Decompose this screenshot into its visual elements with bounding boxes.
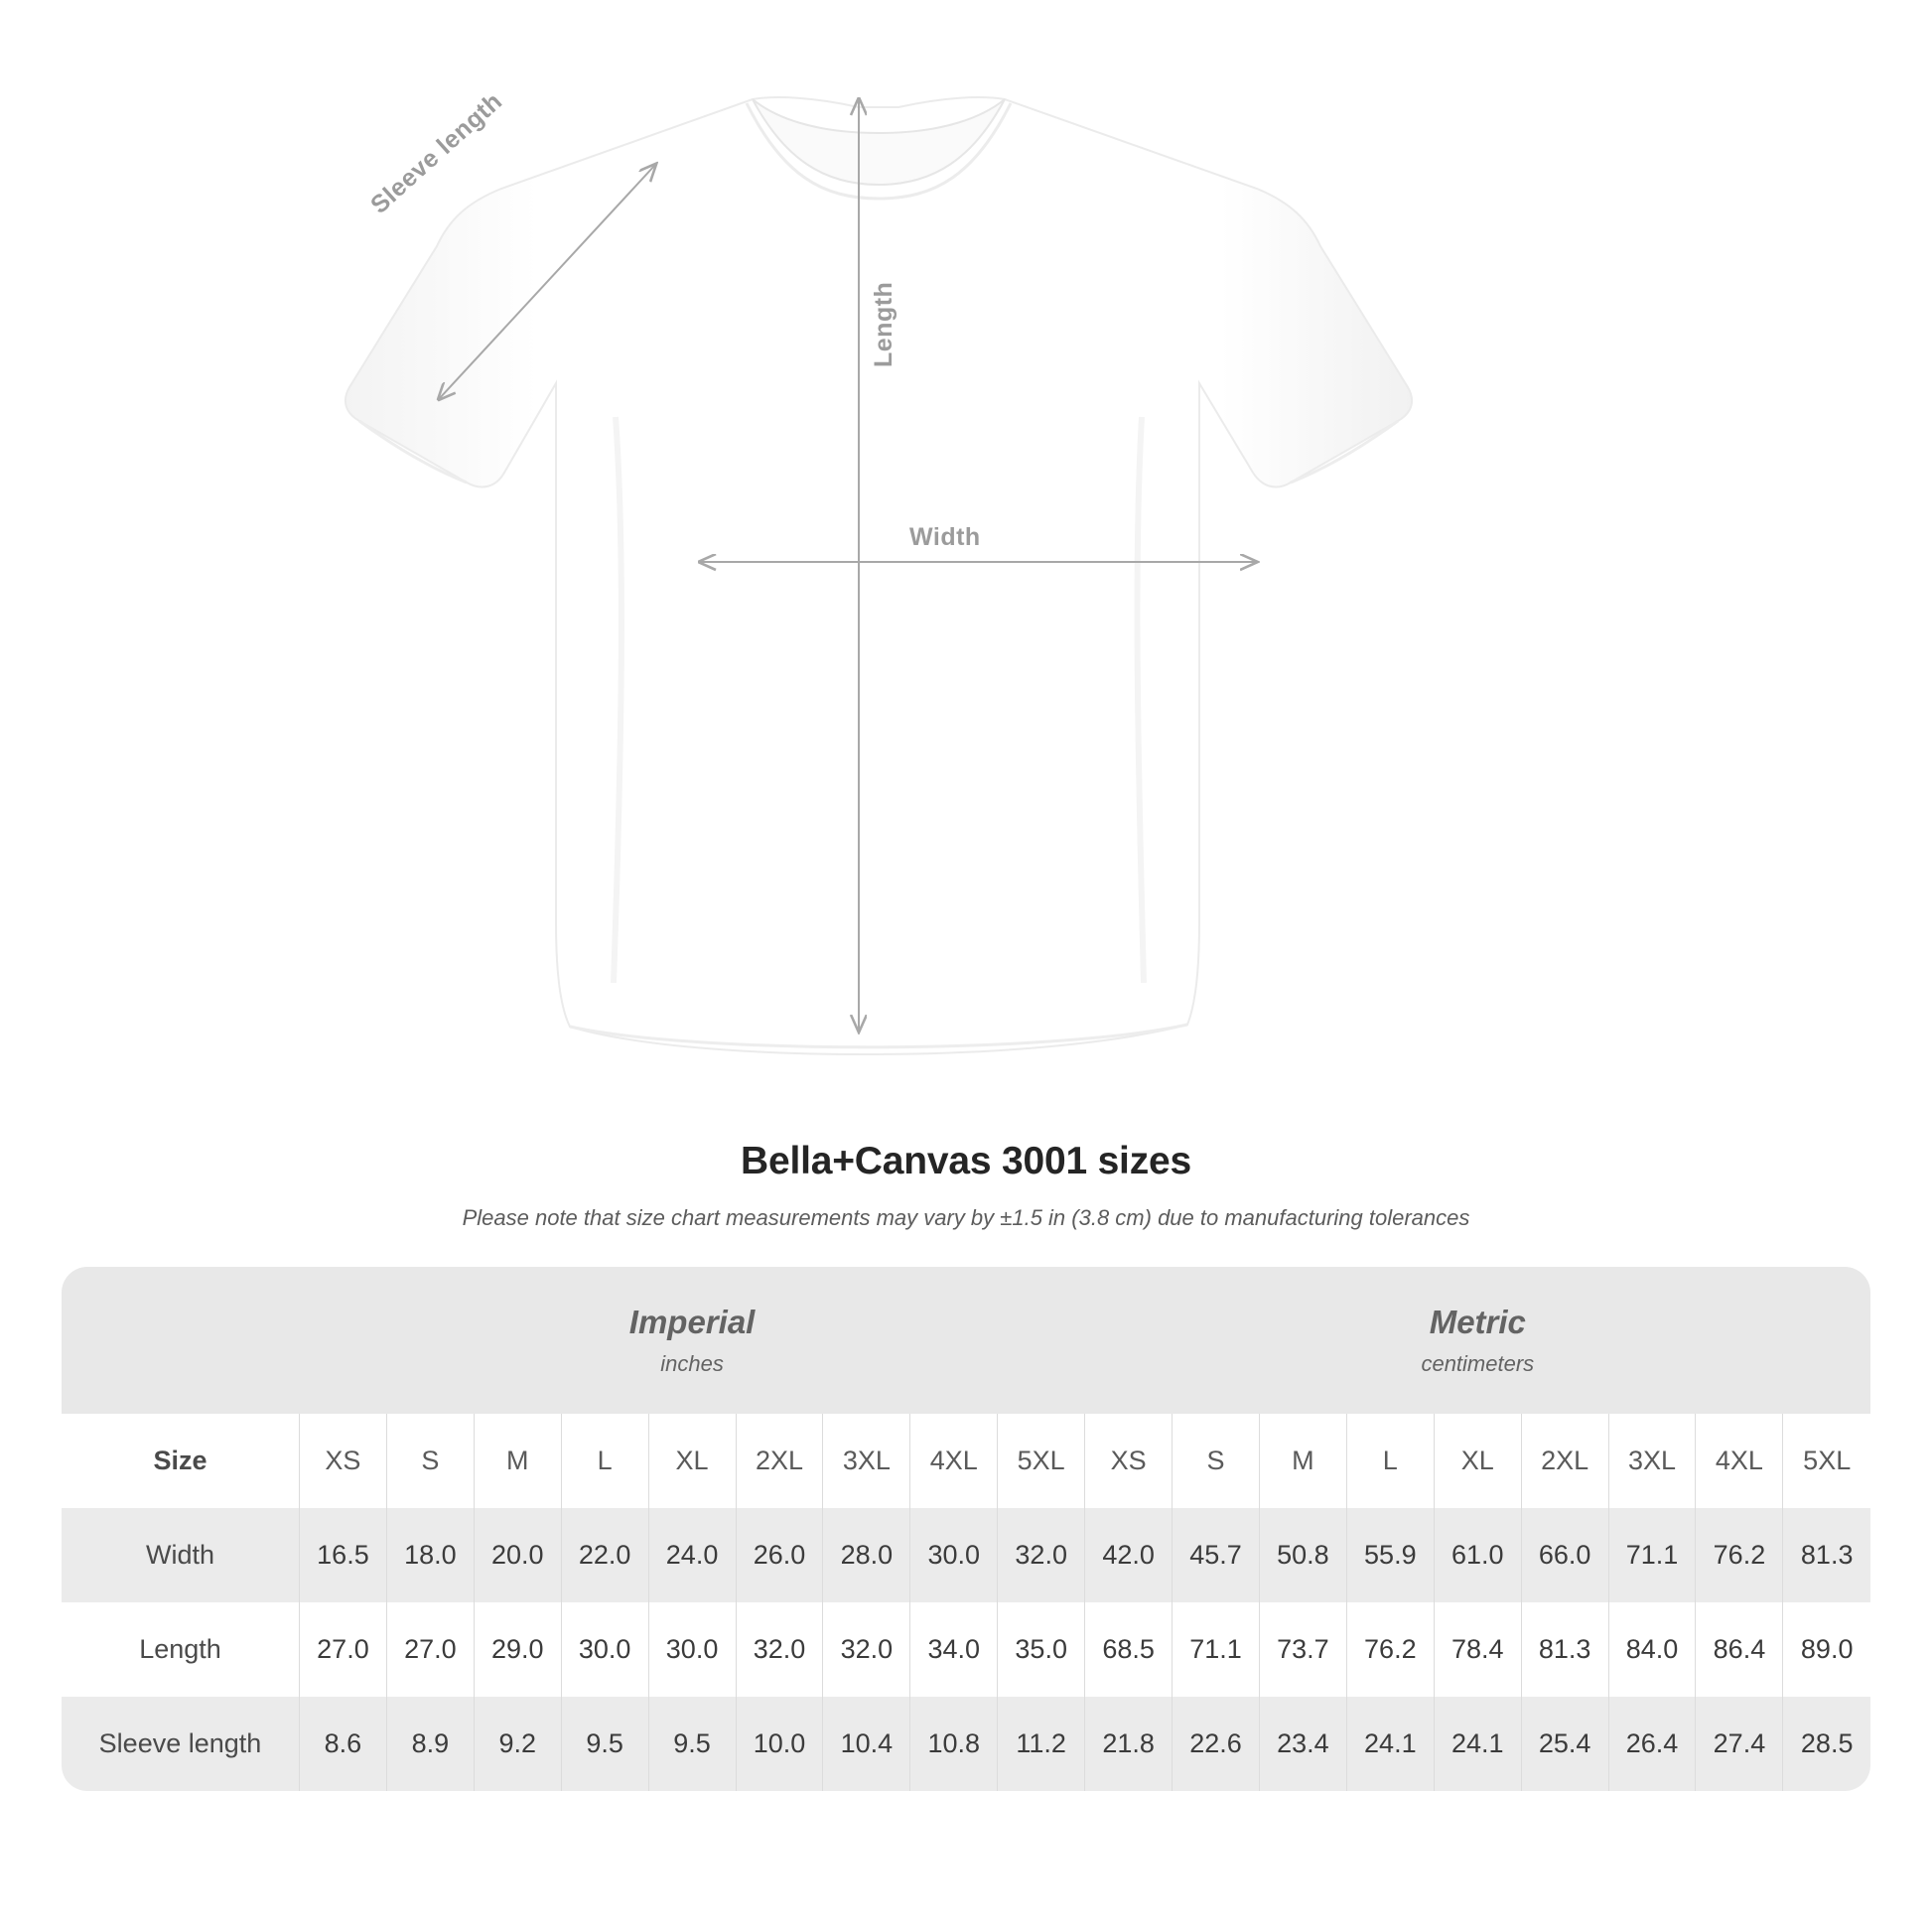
- cell-length-15: 84.0: [1608, 1602, 1696, 1697]
- cell-length-4: 30.0: [648, 1602, 736, 1697]
- size-header-row: [62, 1414, 1870, 1508]
- cell-length-7: 34.0: [910, 1602, 998, 1697]
- col-header-15: 3XL: [1608, 1414, 1696, 1508]
- tshirt-shape: [345, 97, 1412, 1054]
- table-row: [62, 1697, 1870, 1791]
- unit-sub-metric: centimeters: [1421, 1351, 1535, 1376]
- col-header-10: S: [1173, 1414, 1260, 1508]
- cell-sleeve-17: 28.5: [1783, 1697, 1870, 1791]
- title-block: [0, 1140, 1932, 1231]
- cell-sleeve-16: 27.4: [1696, 1697, 1783, 1791]
- cell-sleeve-5: 10.0: [736, 1697, 823, 1791]
- cell-length-1: 27.0: [386, 1602, 474, 1697]
- cell-sleeve-12: 24.1: [1346, 1697, 1434, 1791]
- cell-length-0: 27.0: [299, 1602, 386, 1697]
- cell-width-16: 76.2: [1696, 1508, 1783, 1602]
- cell-sleeve-4: 9.5: [648, 1697, 736, 1791]
- cell-width-10: 45.7: [1173, 1508, 1260, 1602]
- cell-width-12: 55.9: [1346, 1508, 1434, 1602]
- cell-length-14: 81.3: [1521, 1602, 1608, 1697]
- cell-length-2: 29.0: [474, 1602, 561, 1697]
- cell-length-13: 78.4: [1434, 1602, 1521, 1697]
- width-label: Width: [909, 523, 981, 551]
- cell-width-6: 28.0: [823, 1508, 910, 1602]
- tolerance-note: Please note that size chart measurements may vary by ±1.5 in (3.8 cm) due to manufacturing tolerances: [462, 1205, 1470, 1230]
- col-header-5: 2XL: [736, 1414, 823, 1508]
- cell-sleeve-13: 24.1: [1434, 1697, 1521, 1791]
- col-header-7: 4XL: [910, 1414, 998, 1508]
- row-label-length: Length: [62, 1602, 299, 1697]
- col-header-6: 3XL: [823, 1414, 910, 1508]
- row-label-width: Width: [62, 1508, 299, 1602]
- cell-width-4: 24.0: [648, 1508, 736, 1602]
- table-row: [62, 1602, 1870, 1697]
- cell-length-6: 32.0: [823, 1602, 910, 1697]
- cell-length-17: 89.0: [1783, 1602, 1870, 1697]
- unit-name-metric: Metric: [1429, 1304, 1526, 1340]
- unit-name-imperial: Imperial: [628, 1304, 756, 1340]
- row-label-size: Size: [62, 1414, 299, 1508]
- unit-header-row: [62, 1267, 1870, 1414]
- col-header-17: 5XL: [1783, 1414, 1870, 1508]
- col-header-0: XS: [299, 1414, 386, 1508]
- cell-length-16: 86.4: [1696, 1602, 1783, 1697]
- unit-cell-imperial: [299, 1267, 1084, 1414]
- cell-width-7: 30.0: [910, 1508, 998, 1602]
- cell-sleeve-7: 10.8: [910, 1697, 998, 1791]
- cell-length-9: 68.5: [1085, 1602, 1173, 1697]
- cell-sleeve-15: 26.4: [1608, 1697, 1696, 1791]
- col-header-13: XL: [1434, 1414, 1521, 1508]
- cell-sleeve-6: 10.4: [823, 1697, 910, 1791]
- cell-width-2: 20.0: [474, 1508, 561, 1602]
- cell-length-10: 71.1: [1173, 1602, 1260, 1697]
- unit-sub-imperial: inches: [660, 1351, 724, 1376]
- cell-sleeve-9: 21.8: [1085, 1697, 1173, 1791]
- col-header-2: M: [474, 1414, 561, 1508]
- col-header-9: XS: [1085, 1414, 1173, 1508]
- col-header-12: L: [1346, 1414, 1434, 1508]
- sleeve-length-label: Sleeve length: [365, 86, 508, 219]
- cell-sleeve-10: 22.6: [1173, 1697, 1260, 1791]
- unit-cell-metric: [1085, 1267, 1870, 1414]
- cell-length-11: 73.7: [1259, 1602, 1346, 1697]
- length-label: Length: [870, 281, 897, 367]
- cell-width-15: 71.1: [1608, 1508, 1696, 1602]
- cell-sleeve-1: 8.9: [386, 1697, 474, 1791]
- cell-length-5: 32.0: [736, 1602, 823, 1697]
- cell-width-9: 42.0: [1085, 1508, 1173, 1602]
- col-header-3: L: [561, 1414, 648, 1508]
- col-header-11: M: [1259, 1414, 1346, 1508]
- size-table: [62, 1267, 1870, 1791]
- cell-sleeve-3: 9.5: [561, 1697, 648, 1791]
- cell-sleeve-2: 9.2: [474, 1697, 561, 1791]
- col-header-14: 2XL: [1521, 1414, 1608, 1508]
- cell-width-1: 18.0: [386, 1508, 474, 1602]
- table-row: [62, 1508, 1870, 1602]
- cell-width-0: 16.5: [299, 1508, 386, 1602]
- cell-sleeve-11: 23.4: [1259, 1697, 1346, 1791]
- page-title: Bella+Canvas 3001 sizes: [741, 1140, 1191, 1182]
- cell-sleeve-14: 25.4: [1521, 1697, 1608, 1791]
- cell-width-3: 22.0: [561, 1508, 648, 1602]
- cell-width-8: 32.0: [998, 1508, 1085, 1602]
- col-header-8: 5XL: [998, 1414, 1085, 1508]
- cell-width-5: 26.0: [736, 1508, 823, 1602]
- size-table-wrapper: [62, 1267, 1870, 1791]
- cell-width-17: 81.3: [1783, 1508, 1870, 1602]
- cell-width-11: 50.8: [1259, 1508, 1346, 1602]
- cell-sleeve-0: 8.6: [299, 1697, 386, 1791]
- col-header-16: 4XL: [1696, 1414, 1783, 1508]
- cell-width-13: 61.0: [1434, 1508, 1521, 1602]
- cell-sleeve-8: 11.2: [998, 1697, 1085, 1791]
- col-header-1: S: [386, 1414, 474, 1508]
- cell-length-12: 76.2: [1346, 1602, 1434, 1697]
- cell-length-8: 35.0: [998, 1602, 1085, 1697]
- unit-spacer-cell: [62, 1267, 299, 1414]
- cell-width-14: 66.0: [1521, 1508, 1608, 1602]
- row-label-sleeve-length: Sleeve length: [62, 1697, 299, 1791]
- cell-length-3: 30.0: [561, 1602, 648, 1697]
- col-header-4: XL: [648, 1414, 736, 1508]
